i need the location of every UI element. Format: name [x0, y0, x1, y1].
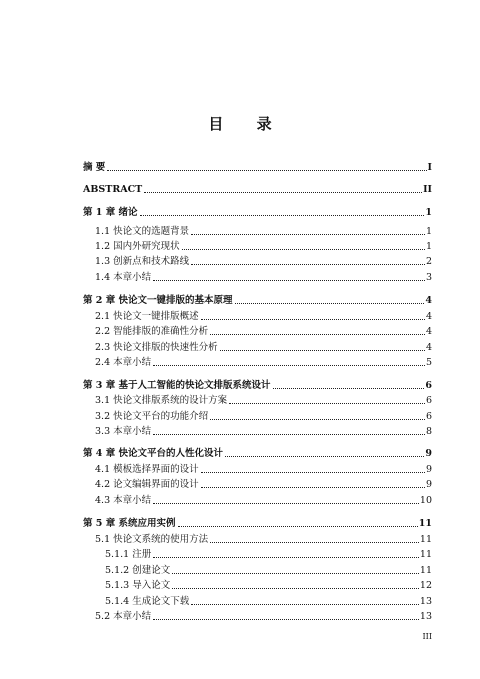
toc-entry: [83, 182, 432, 195]
toc-entry-page: 4: [425, 311, 432, 322]
toc-leader-dots: [153, 365, 425, 366]
toc-entry: [105, 547, 432, 560]
toc-leader-dots: [220, 350, 425, 351]
toc-entry-page: 6: [425, 411, 432, 422]
toc-entry-title: 1.4 本章小结: [95, 272, 152, 283]
toc-entry-title: 5.2 本章小结: [95, 611, 152, 622]
toc-entry-title: 5.1.1 注册: [105, 549, 152, 560]
toc-entry: [83, 446, 432, 459]
toc-entry-page: 5: [425, 357, 432, 368]
toc-leader-dots: [225, 456, 424, 457]
toc-leader-dots: [235, 303, 425, 304]
toc-entry-page: 2: [425, 256, 432, 267]
toc-entry-page: 9: [425, 448, 432, 459]
toc-entry-title: 第 5 章 系统应用实例: [83, 518, 176, 529]
toc-entry-title: 第 2 章 快论文一键排版的基本原理: [83, 295, 233, 306]
toc-entry-title: 5.1 快论文系统的使用方法: [95, 534, 209, 545]
toc-leader-dots: [172, 573, 419, 574]
toc-entry-title: 5.1.3 导入论文: [105, 580, 171, 591]
toc-leader-dots: [153, 503, 419, 504]
toc-entry: [95, 424, 432, 437]
toc-entry: [95, 393, 432, 406]
toc-leader-dots: [191, 234, 425, 235]
toc-entry: [95, 493, 432, 506]
toc-entry: [95, 224, 432, 237]
toc-leader-dots: [201, 319, 425, 320]
toc-entry-page: 9: [425, 464, 432, 475]
toc-entry-title: 3.3 本章小结: [95, 426, 152, 437]
page-number: III: [422, 632, 432, 641]
toc-entry: [105, 578, 432, 591]
toc-leader-dots: [153, 434, 425, 435]
toc-leader-dots: [210, 419, 425, 420]
toc-leader-dots: [210, 334, 425, 335]
toc-entry-title: 4.3 本章小结: [95, 495, 152, 506]
toc-entry: [105, 594, 432, 607]
toc-leader-dots: [140, 215, 425, 216]
toc-entry-title: 2.4 本章小结: [95, 357, 152, 368]
toc-entry: [95, 609, 432, 622]
toc-entry: [95, 355, 432, 368]
toc-leader-dots: [153, 557, 419, 558]
toc-entry: [95, 270, 432, 283]
toc-leader-dots: [107, 170, 426, 171]
toc-entry-page: I: [427, 162, 432, 173]
toc-entry: [95, 309, 432, 322]
toc-entry: [95, 340, 432, 353]
toc-leader-dots: [191, 604, 419, 605]
toc-entry: [83, 378, 432, 391]
toc-entry-page: 9: [425, 479, 432, 490]
toc-entry-title: 3.2 快论文平台的功能介绍: [95, 411, 209, 422]
toc-entry: [95, 477, 432, 490]
toc-entry-title: 2.3 快论文排版的快速性分析: [95, 342, 218, 353]
toc-entry: [83, 293, 432, 306]
toc-entry: [83, 516, 432, 529]
toc-entry-page: 13: [419, 596, 432, 607]
toc-leader-dots: [144, 192, 422, 193]
toc-entry-page: 11: [418, 518, 432, 529]
toc-leader-dots: [273, 388, 425, 389]
toc-entry: [95, 409, 432, 422]
toc-leader-dots: [210, 542, 419, 543]
toc-entry-title: 5.1.4 生成论文下载: [105, 596, 190, 607]
toc-entry-page: 4: [425, 295, 432, 306]
toc-entry: [95, 462, 432, 475]
toc-entry-page: 6: [425, 380, 432, 391]
toc-title: 目 录: [208, 115, 286, 133]
toc-entry-page: 1: [425, 226, 432, 237]
toc-entry-page: 13: [419, 611, 432, 622]
toc-entry: [95, 254, 432, 267]
toc-entry-title: 4.2 论文编辑界面的设计: [95, 479, 199, 490]
toc-entry: [83, 205, 432, 218]
toc-leader-dots: [201, 472, 425, 473]
toc-entry-page: 3: [425, 272, 432, 283]
toc-entry: [105, 563, 432, 576]
toc-entry-title: 2.2 智能排版的准确性分析: [95, 326, 209, 337]
toc-leader-dots: [191, 264, 425, 265]
toc-entry-title: 1.2 国内外研究现状: [95, 241, 180, 252]
toc-leader-dots: [153, 619, 419, 620]
toc-leader-dots: [229, 403, 425, 404]
toc-leader-dots: [178, 526, 418, 527]
toc-entry-page: 1: [425, 241, 432, 252]
toc-entry-title: 4.1 模板选择界面的设计: [95, 464, 199, 475]
toc-entry-title: ABSTRACT: [83, 184, 143, 195]
toc-entry-title: 1.3 创新点和技术路线: [95, 256, 190, 267]
toc-entry-page: 4: [425, 326, 432, 337]
toc-entry-page: 1: [425, 207, 432, 218]
toc-entry-page: 11: [419, 565, 432, 576]
toc-entry-page: 11: [419, 549, 432, 560]
toc-entry: [95, 239, 432, 252]
toc-leader-dots: [172, 588, 419, 589]
toc-leader-dots: [182, 249, 425, 250]
toc-entry-page: II: [423, 184, 432, 195]
toc-entry-title: 第 1 章 绪论: [83, 207, 138, 218]
toc-leader-dots: [201, 487, 425, 488]
toc-entry-page: 10: [419, 495, 432, 506]
toc-leader-dots: [153, 280, 425, 281]
toc-entry: [95, 532, 432, 545]
toc-entry-page: 6: [425, 395, 432, 406]
toc-entry-title: 2.1 快论文一键排版概述: [95, 311, 199, 322]
toc-entry-title: 5.1.2 创建论文: [105, 565, 171, 576]
toc-entry-title: 1.1 快论文的选题背景: [95, 226, 190, 237]
toc-entry-page: 11: [419, 534, 432, 545]
toc-entry: [83, 160, 432, 173]
toc-entry-title: 3.1 快论文排版系统的设计方案: [95, 395, 228, 406]
toc-entry: [95, 324, 432, 337]
toc-entry-title: 摘 要: [83, 162, 106, 173]
toc-entry-page: 8: [425, 426, 432, 437]
toc-entry-page: 12: [419, 580, 432, 591]
toc-entry-page: 4: [425, 342, 432, 353]
toc-entry-title: 第 4 章 快论文平台的人性化设计: [83, 448, 224, 459]
toc-entry-title: 第 3 章 基于人工智能的快论文排版系统设计: [83, 380, 271, 391]
